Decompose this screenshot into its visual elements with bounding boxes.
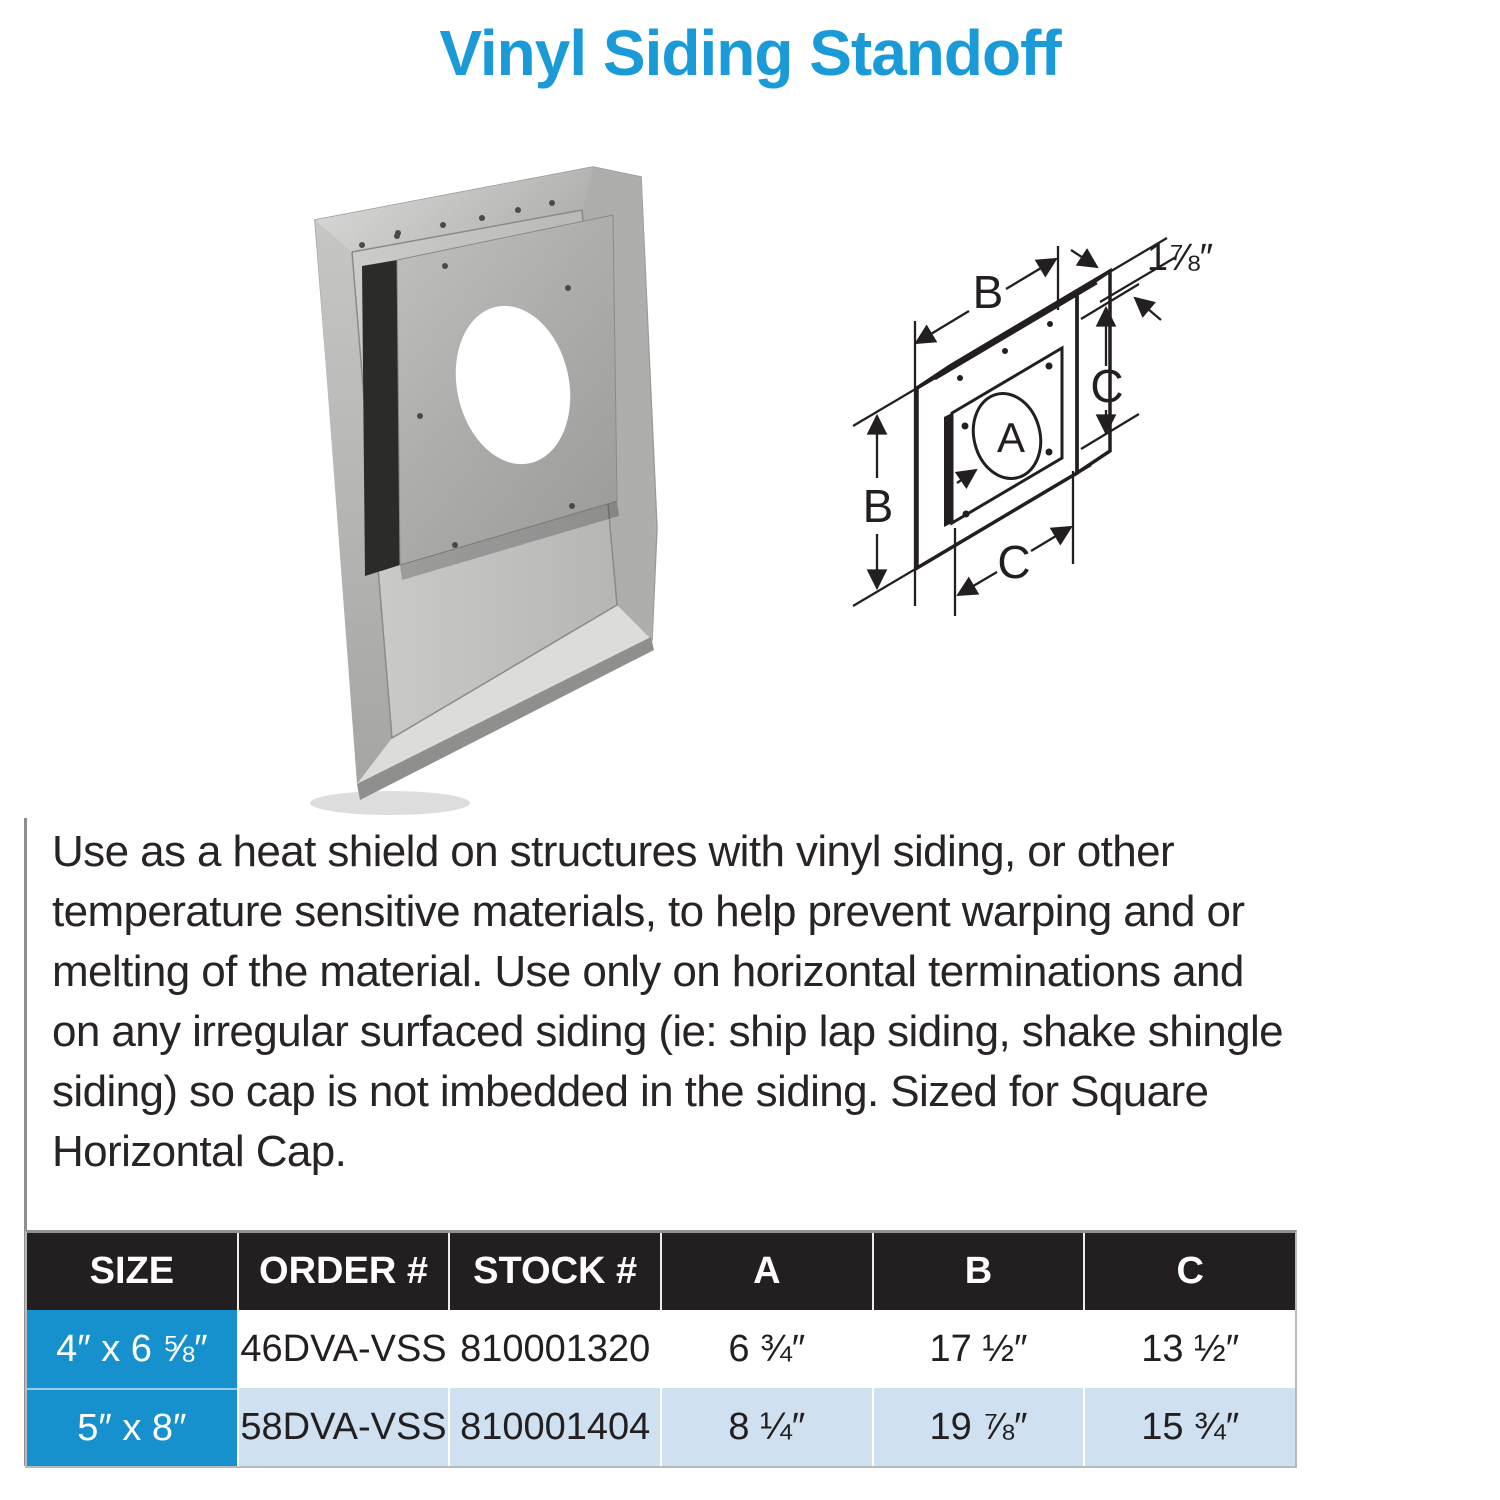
dimension-label-c-right: C: [1090, 360, 1124, 412]
cell-order: 58DVA-VSS: [237, 1388, 449, 1466]
cell-size: 5″ x 8″: [27, 1388, 237, 1466]
plate-lip: [944, 413, 952, 527]
description: [52, 822, 1283, 1182]
col-header-a: A: [660, 1233, 872, 1310]
product-photo-plate: [362, 215, 619, 580]
dimension-label-b-left: B: [862, 480, 894, 532]
description-line: temperature sensitive materials, to help prevent warping and or: [52, 887, 1245, 936]
table-header-row: [27, 1233, 1295, 1310]
cell-stock: 810001320: [448, 1310, 660, 1388]
description-line: siding) so cap is not imbedded in the siding. Sized for Square: [52, 1067, 1209, 1116]
page-title: Vinyl Siding Standoff: [439, 17, 1061, 89]
col-header-size: SIZE: [89, 1250, 175, 1292]
col-header-order: ORDER #: [237, 1233, 449, 1310]
hole-label-a: A: [996, 414, 1026, 461]
cell-a: 6 ¾″: [660, 1310, 872, 1388]
dimension-label-depth: 1⅞″: [1146, 237, 1214, 279]
description-line: on any irregular surfaced siding (ie: ship lap siding, shake shingle: [52, 1007, 1284, 1056]
cell-stock: 810001404: [448, 1388, 660, 1466]
col-header-c: C: [1083, 1233, 1295, 1310]
product-photo: [300, 148, 770, 828]
cell-c: 13 ½″: [1083, 1310, 1295, 1388]
cell-b: 17 ½″: [872, 1310, 1084, 1388]
table-row: [27, 1310, 1295, 1388]
dimension-label-b-top: B: [972, 266, 1004, 318]
photo-shadow: [310, 791, 470, 815]
table-row: [27, 1388, 1295, 1466]
col-header-b: B: [872, 1233, 1084, 1310]
technical-diagram: [845, 226, 1275, 626]
cell-size: 4″ x 6 ⅝″: [27, 1310, 237, 1388]
description-line: Horizontal Cap.: [52, 1127, 347, 1176]
col-header-stock: STOCK #: [448, 1233, 660, 1310]
cell-a: 8 ¼″: [660, 1388, 872, 1466]
cell-b: 19 ⅞″: [872, 1388, 1084, 1466]
cell-order: 46DVA-VSS: [237, 1310, 449, 1388]
cell-c: 15 ¾″: [1083, 1388, 1295, 1466]
spec-table: [25, 1230, 1297, 1468]
dimension-label-c-bottom: C: [997, 536, 1031, 588]
plate-side-shadow: [362, 260, 400, 576]
description-line: melting of the material. Use only on horizontal terminations and: [52, 947, 1244, 996]
description-line: Use as a heat shield on structures with vinyl siding, or other: [52, 827, 1175, 876]
